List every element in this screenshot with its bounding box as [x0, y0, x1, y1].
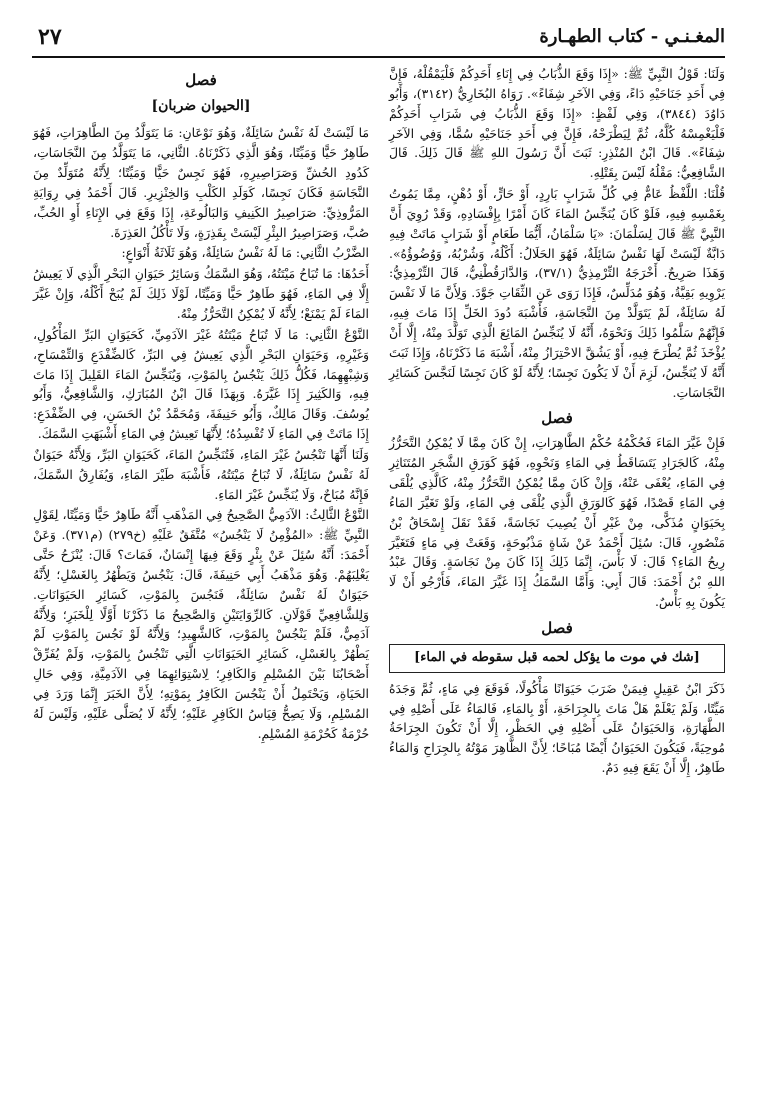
- left-column: [33, 64, 369, 745]
- paragraph: الضَّرْبُ الثَّانِي: مَا لَهُ نَفْسٌ سَائِلَةٌ، وَهُوَ ثَلَاثَةُ أَنْوَاعٍ:: [121, 245, 369, 261]
- running-title: المغـنـي - كتاب الطهـارة: [539, 26, 725, 47]
- paragraph: النَّوْعُ الثَّانِي: مَا لَا تُبَاحُ مَيْتَتُهُ غَيْرَ الآدَمِيِّ، كَحَيَوَانِ البَرِّ المَأْكُولِ، وَغَيْرِهِ، وَحَيَوَانِ البَحْرِ الَّذِي يَعِيشُ فِي البَرِّ، كَالضِّفْدَعِ وَالتِّمْسَاحِ، وَشِبْهِهِمَا، فَكُلُّ ذَلِكَ يَنْجُسُ بِالمَوْتِ، وَيُنَجِّسُ المَاءَ القَلِيلَ إِذَا مَاتَ فِيهِ، وَالكَثِيرَ إِذَا غَيَّرَهُ. وَبِهَذَا قَالَ ابْنُ المُبَارَكِ، وَالشَّافِعِيُّ، وَأَبُو يُوسُفَ. وَقَالَ مَالِكٌ، وَأَبُو حَنِيفَةَ، وَمُحَمَّدُ بْنُ الحَسَنِ، فِي الضِّفْدَعِ: إِذَا مَاتَتْ فِي المَاءِ لَا تُفْسِدُهُ؛ لِأَنَّهَا تَعِيشُ فِي المَاءِ أَشْبَهَتِ السَّمَكَ.: [33, 326, 369, 442]
- section-subheading: [الحيوان ضربان]: [151, 98, 251, 114]
- section-heading: فصل: [185, 71, 217, 89]
- paragraph: ذَكَرَ ابْنُ عَقِيلٍ فِيمَنْ ضَرَبَ حَيَوَانًا مَأْكُولًا، فَوَقَعَ فِي مَاءٍ، ثُمَّ وَجَدَهُ مَيِّتًا، وَلَمْ يَعْلَمْ هَلْ مَاتَ بِالجِرَاحَةِ، أَوْ بِالمَاءِ، فَالمَاءُ عَلَى أَصْلِهِ فِي الطَّهَارَةِ، وَالحَيَوَانُ عَلَى أَصْلِهِ فِي الحَظْرِ، إِلَّا أَنْ تَكُونَ الجِرَاحَةُ مُوحِيَةً، فَيَكُونَ الحَيَوَانُ أَيْضًا مُبَاحًا؛ لِأَنَّ الظَّاهِرَ مَوْتُهُ بِالجِرَاحِ وَالمَاءُ طَاهِرٌ، إِلَّا أَنْ يَقَعَ فِيهِ دَمٌ.: [389, 680, 725, 776]
- section-heading: فصل: [541, 618, 573, 637]
- paragraph: قُلْنَا: اللَّفْظُ عَامٌّ فِي كُلِّ شَرَابٍ بَارِدٍ، أَوْ حَارٍّ، أَوْ دُهْنٍ، مِمَّا يَمُوتُ بِغَمْسِهِ فِيهِ، فَلَوْ كَانَ يُنَجِّسُ المَاءَ كَانَ أَمْرًا بِإِفْسَادِهِ، وَقَدْ رُوِيَ أَنَّ النَّبِيَّ ﷺ قَالَ لِسَلْمَانَ: «يَا سَلْمَانُ، أَيُّمَا طَعَامٍ أَوْ شَرَابٍ مَاتَتْ فِيهِ دَابَّةٌ لَيْسَتْ لَهَا نَفْسٌ سَائِلَةٌ، فَهُوَ الحَلَالُ: أَكْلُهُ، وَشُرْبُهُ، وَوُضُوؤُهُ». وَهَذَا صَرِيحٌ. أَخْرَجَهُ التِّرْمِذِيُّ (٣٧/١)، وَالدَّارَقُطْنِيُّ، قَالَ التِّرْمِذِيُّ: يَرْوِيهِ بَقِيَّةُ، وَهُوَ مُدَلِّسٌ، فَإِذَا رَوَى عَنِ الثِّقَاتِ جَوَّدَ. وَلِأَنَّ مَا لَا نَفْسَ لَهُ سَائِلَةٌ، لَمْ يَتَوَلَّدْ مِنَ النَّجَاسَةِ، فَأَشْبَهَ دُودَ الخَلِّ إِذَا مَاتَ فِيهِ، فَإِنَّهُمْ سَلَّمُوا ذَلِكَ وَنَحْوَهُ، أَنَّهُ لَا يُنَجِّسُ المَائِعَ الَّذِي تَوَلَّدَ مِنْهُ، إِلَّا أَنْ يُؤْخَذَ ثُمَّ يُطْرَحَ فِيهِ، أَوْ يَشُقَّ الاحْتِرَازُ مِنْهُ، أَشْبَهَ مَا ذَكَرْنَاهُ، وَإِذَا ثَبَتَ أَنَّهُ لَا يُنَجِّسُ، لَزِمَ أَنْ لَا يَكُونَ نَجِسًا؛ لِأَنَّهُ لَوْ كَانَ نَجِسًا لَنَجَّسَ كَسَائِرِ النَّجَاسَاتِ.: [389, 186, 725, 400]
- right-column: [389, 64, 725, 779]
- paragraph: وَلَنَا أَنَّهَا تَنْجُسُ غَيْرَ المَاءِ، فَتُنَجِّسُ المَاءَ، كَحَيَوَانِ البَرِّ، وَلِأَنَّهُ حَيَوَانٌ لَهُ نَفْسٌ سَائِلَةٌ، لَا تُبَاحُ مَيْتَتُهُ، فَأَشْبَهَ طَيْرَ المَاءِ، وَيُفَارِقُ السَّمَكَ، فَإِنَّهُ مُبَاحٌ، وَلَا يُنَجِّسُ غَيْرَ المَاءِ.: [33, 446, 369, 502]
- paragraph: فَإِنْ غَيَّرَ المَاءَ فَحُكْمُهُ حُكْمُ الطَّاهِرَاتِ، إِنْ كَانَ مِمَّا لَا يُمْكِنُ التَّحَرُّزُ مِنْهُ، كَالجَرَادِ يَتَسَاقَطُ فِي المَاءِ وَنَحْوِهِ، فَهُوَ كَوَرَقِ الشَّجَرِ المُتَنَاثِرِ فِي المَاءِ، يُعْفَى عَنْهُ، وَإِنْ كَانَ مِمَّا يُمْكِنُ التَّحَرُّزُ مِنْهُ، كَالَّذِي يُلْقَى فِي المَاءِ قَصْدًا، فَهُوَ كَالوَرَقِ الَّذِي يُلْقَى فِي المَاءِ، وَلَوْ تَغَيَّرَ المَاءُ بِحَيَوَانٍ مُذَكًّى، مِنْ غَيْرِ أَنْ يُصِيبَ نَجَاسَةً، فَقَدْ نَقَلَ إِسْحَاقُ بْنُ مَنْصُورٍ، قَالَ: سُئِلَ أَحْمَدُ عَنْ شَاةٍ مَذْبُوحَةٍ، وَقَعَتْ فِي مَاءٍ فَتَغَيَّرَ رِيحُ المَاءِ؟ قَالَ: لَا بَأْسَ، إِنَّمَا ذَلِكَ إِذَا كَانَ مِنْ نَجَاسَةٍ. وَقَالَ عَبْدُ اللهِ بْنُ أَحْمَدَ: قَالَ أَبِي: وَأَمَّا السَّمَكُ إِذَا غَيَّرَ المَاءَ، فَأَرْجُو أَنْ لَا يَكُونَ بِهِ بَأْسٌ.: [389, 435, 725, 610]
- page-header: [32, 26, 725, 58]
- paragraph: مَا لَيْسَتْ لَهُ نَفْسٌ سَائِلَةٌ، وَهُوَ نَوْعَانِ: مَا يَتَوَلَّدُ مِنَ الطَّاهِرَاتِ، فَهُوَ طَاهِرٌ حَيًّا وَمَيِّتًا، وَهُوَ الَّذِي ذَكَرْنَاهُ. الثَّانِي، مَا يَتَوَلَّدُ مِنَ النَّجَاسَاتِ، كَدُودِ الحُشِّ وَصَرَاصِيرِهِ، فَهُوَ نَجِسٌ حَيًّا وَمَيِّتًا؛ لِأَنَّهُ مُتَوَلِّدٌ مِنَ النَّجَاسَةِ فَكَانَ نَجِسًا، كَوَلَدِ الكَلْبِ وَالخِنْزِيرِ. قَالَ أَحْمَدُ فِي رِوَايَةِ المَرُّوذِيِّ: صَرَاصِيرُ الكَنِيفِ وَالبَالُوعَةِ، إِذَا وَقَعَ فِي الإِنَاءِ أَوِ الحُبِّ، صُبَّ، وَصَرَاصِيرُ البِئْرِ لَيْسَتْ بِقَذِرَةٍ، وَلَا تَأْكُلُ العَذِرَةَ.: [33, 125, 369, 240]
- paragraph: النَّوْعُ الثَّالِثُ: الآدَمِيُّ الصَّحِيحُ فِي المَذْهَبِ أَنَّهُ طَاهِرٌ حَيًّا وَمَيِّتًا، لِقَوْلِ النَّبِيِّ ﷺ: «المُؤْمِنُ لَا يَنْجُسُ» مُتَّفَقٌ عَلَيْهِ (خ٢٧٩) (م٣٧١). وَعَنْ أَحْمَدَ: أَنَّهُ سُئِلَ عَنْ بِئْرٍ وَقَعَ فِيهَا إِنْسَانٌ، فَمَاتَ؟ قَالَ: يُنْزَحُ حَتَّى يَغْلِبَهُمْ. وَهُوَ مَذْهَبُ أَبِي حَنِيفَةَ، قَالَ: يَنْجُسُ وَيَطْهُرُ بِالغَسْلِ؛ لِأَنَّهُ حَيَوَانٌ لَهُ نَفْسٌ سَائِلَةٌ، فَنَجُسَ بِالمَوْتِ، كَسَائِرِ الحَيَوَانَاتِ. وَلِلشَّافِعِيِّ قَوْلَانِ. كَالرِّوَايَتَيْنِ وَالصَّحِيحُ مَا ذَكَرْنَا أَوَّلًا لِلْخَبَرِ؛ وَلِأَنَّهُ آدَمِيٌّ، فَلَمْ يَنْجُسْ بِالمَوْتِ، كَالشَّهِيدِ؛ وَلِأَنَّهُ لَوْ نَجُسَ بِالمَوْتِ لَمْ يَطْهُرْ بِالغَسْلِ، كَسَائِرِ الحَيَوَانَاتِ الَّتِي تَنْجُسُ بِالمَوْتِ، وَلَمْ يُفَرِّقْ أَصْحَابُنَا بَيْنَ المُسْلِمِ وَالكَافِرِ؛ لِاسْتِوَائِهِمَا فِي الآدَمِيَّةِ، وَفِي حَالِ الحَيَاةِ، وَيَحْتَمِلُ أَنْ يَنْجُسَ الكَافِرُ بِمَوْتِهِ؛ لِأَنَّ الخَبَرَ إِنَّمَا وَرَدَ فِي المُسْلِمِ، وَلَا يَصِحُّ قِيَاسُ الكَافِرِ عَلَيْهِ؛ لِأَنَّهُ لَا يُصَلَّى عَلَيْهِ، وَلَيْسَ لَهُ حُرْمَةٌ كَحُرْمَةِ المُسْلِمِ.: [33, 507, 369, 741]
- page-number: ٢٧: [38, 24, 62, 50]
- paragraph: أَحَدُهَا: مَا تُبَاحُ مَيْتَتُهُ، وَهُوَ السَّمَكُ وَسَائِرُ حَيَوَانِ البَحْرِ الَّذِي لَا يَعِيشُ إِلَّا فِي المَاءِ، فَهُوَ طَاهِرٌ حَيًّا وَمَيِّتًا، لَوْلَا ذَلِكَ لَمْ يُبَحْ أَكْلُهُ، وَإِنْ غَيَّرَ المَاءَ لَمْ يَمْنَعْ؛ لِأَنَّهُ لَا يُمْكِنُ التَّحَرُّزُ مِنْهُ.: [33, 266, 369, 321]
- boxed-heading: [شك في موت ما يؤكل لحمه قبل سقوطه في الماء]: [389, 644, 725, 673]
- paragraph: وَلَنَا: قَوْلُ النَّبِيِّ ﷺ: «إِذَا وَقَعَ الذُّبَابُ فِي إِنَاءِ أَحَدِكُمْ فَلْيَمْقُلْهُ، فَإِنَّ فِي أَحَدِ جَنَاحَيْهِ دَاءً، وَفِي الآخَرِ شِفَاءً». رَوَاهُ البُخَارِيُّ (٣١٤٢)، وَأَبُو دَاوُدَ (٣٨٤٤)، وَفِي لَفْظٍ: «إِذَا وَقَعَ الذُّبَابُ فِي شَرَابِ أَحَدِكُمْ فَلْيَغْمِسْهُ كُلَّهُ، ثُمَّ لِيَطْرَحْهُ، فَإِنَّ فِي أَحَدِ جَنَاحَيْهِ سُمًّا، وَفِي الآخَرِ شِفَاءً». قَالَ ابْنُ المُنْذِرِ: ثَبَتَ أَنَّ رَسُولَ اللهِ ﷺ قَالَ ذَلِكَ. قَالَ الشَّافِعِيُّ: مَقْلُهُ لَيْسَ بِقَتْلِهِ.: [389, 66, 726, 181]
- section-heading: فصل: [541, 409, 573, 428]
